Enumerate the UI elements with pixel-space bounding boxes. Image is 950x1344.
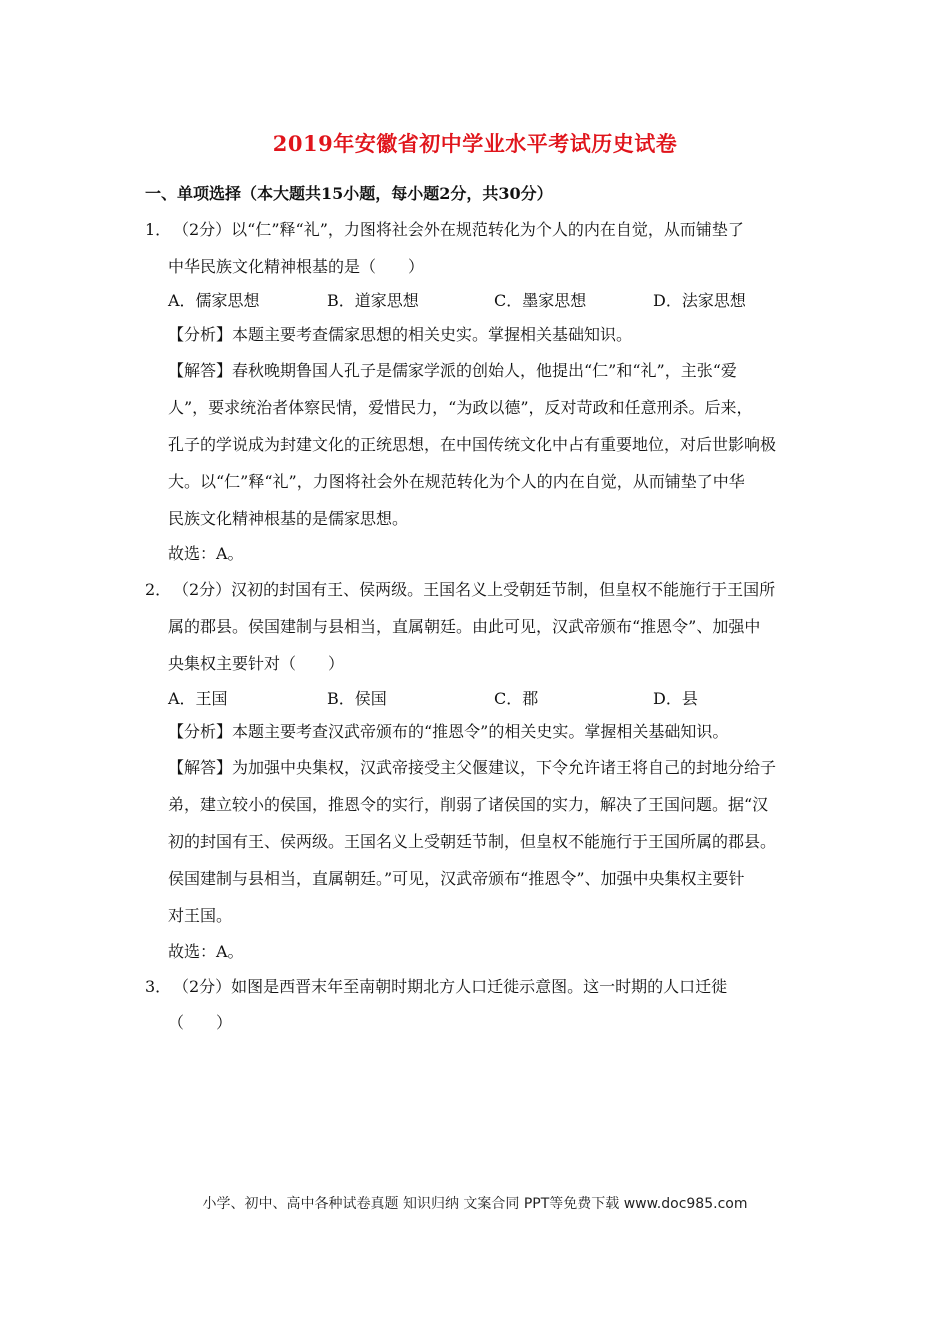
question-1-choice: 故选：A。 bbox=[168, 544, 244, 563]
question-2-answer-line: 初的封国有王、侯两级。王国名义上受朝廷节制，但皇权不能施行于王国所属的郡县。 bbox=[168, 832, 777, 851]
question-2-option-c: C．郡 bbox=[494, 689, 539, 708]
question-3-stem-line: （ ） bbox=[168, 1013, 233, 1032]
question-1-number: 1． bbox=[145, 220, 172, 239]
question-2-option-b: B．侯国 bbox=[327, 689, 387, 708]
question-2-stem-line: （2分）汉初的封国有王、侯两级。王国名义上受朝廷节制，但皇权不能施行于王国所 bbox=[173, 580, 776, 599]
question-1-stem-line: （2分）以“仁”释“礼”，力图将社会外在规范转化为个人的内在自觉，从而铺垫了 bbox=[173, 220, 744, 239]
section-heading: 一、单项选择（本大题共15小题，每小题2分，共30分） bbox=[145, 184, 553, 203]
question-1-option-a: A．儒家思想 bbox=[168, 291, 260, 310]
question-3-number: 3． bbox=[145, 977, 172, 996]
question-1-option-b: B．道家思想 bbox=[327, 291, 419, 310]
question-2-answer-line: 对王国。 bbox=[168, 906, 233, 925]
question-2-answer-line: 侯国建制与县相当，直属朝廷。”可见，汉武帝颁布“推恩令”、加强中央集权主要针 bbox=[168, 869, 745, 888]
question-2-option-a: A．王国 bbox=[168, 689, 228, 708]
question-1-answer-line: 孔子的学说成为封建文化的正统思想，在中国传统文化中占有重要地位，对后世影响极 bbox=[168, 435, 777, 454]
question-1-option-d: D．法家思想 bbox=[653, 291, 746, 310]
question-1-option-c: C．墨家思想 bbox=[494, 291, 587, 310]
question-2-option-d: D．县 bbox=[653, 689, 698, 708]
page-title: 2019年安徽省初中学业水平考试历史试卷 bbox=[272, 131, 678, 156]
question-2-choice: 故选：A。 bbox=[168, 942, 244, 961]
page-footer: 小学、初中、高中各种试卷真题 知识归纳 文案合同 PPT等免费下载 www.doc985.com bbox=[202, 1196, 748, 1212]
question-2-number: 2． bbox=[145, 580, 172, 599]
question-2-stem-line: 属的郡县。侯国建制与县相当，直属朝廷。由此可见，汉武帝颁布“推恩令”、加强中 bbox=[168, 617, 761, 636]
question-1-answer-line: 大。以“仁”释“礼”，力图将社会外在规范转化为个人的内在自觉，从而铺垫了中华 bbox=[168, 472, 745, 491]
question-1-stem-line: 中华民族文化精神根基的是（ ） bbox=[168, 257, 425, 276]
question-1-answer-line: 人”，要求统治者体察民情，爱惜民力，“为政以德”，反对苛政和任意刑杀。后来， bbox=[168, 398, 753, 417]
question-1-answer-line: 【解答】春秋晚期鲁国人孔子是儒家学派的创始人，他提出“仁”和“礼”，主张“爱 bbox=[168, 361, 737, 380]
question-2-stem-line: 央集权主要针对（ ） bbox=[168, 654, 345, 673]
question-3-stem-line: （2分）如图是西晋末年至南朝时期北方人口迁徙示意图。这一时期的人口迁徙 bbox=[173, 977, 728, 996]
question-2-answer-line: 【解答】为加强中央集权，汉武帝接受主父偃建议，下令允许诸王将自己的封地分给子 bbox=[168, 758, 777, 777]
question-2-analysis: 【分析】本题主要考查汉武帝颁布的“推恩令”的相关史实。掌握相关基础知识。 bbox=[168, 722, 729, 741]
question-1-answer-line: 民族文化精神根基的是儒家思想。 bbox=[168, 509, 409, 528]
question-2-answer-line: 弟，建立较小的侯国，推恩令的实行，削弱了诸侯国的实力，解决了王国问题。据“汉 bbox=[168, 795, 769, 814]
question-1-analysis: 【分析】本题主要考查儒家思想的相关史实。掌握相关基础知识。 bbox=[168, 325, 633, 344]
